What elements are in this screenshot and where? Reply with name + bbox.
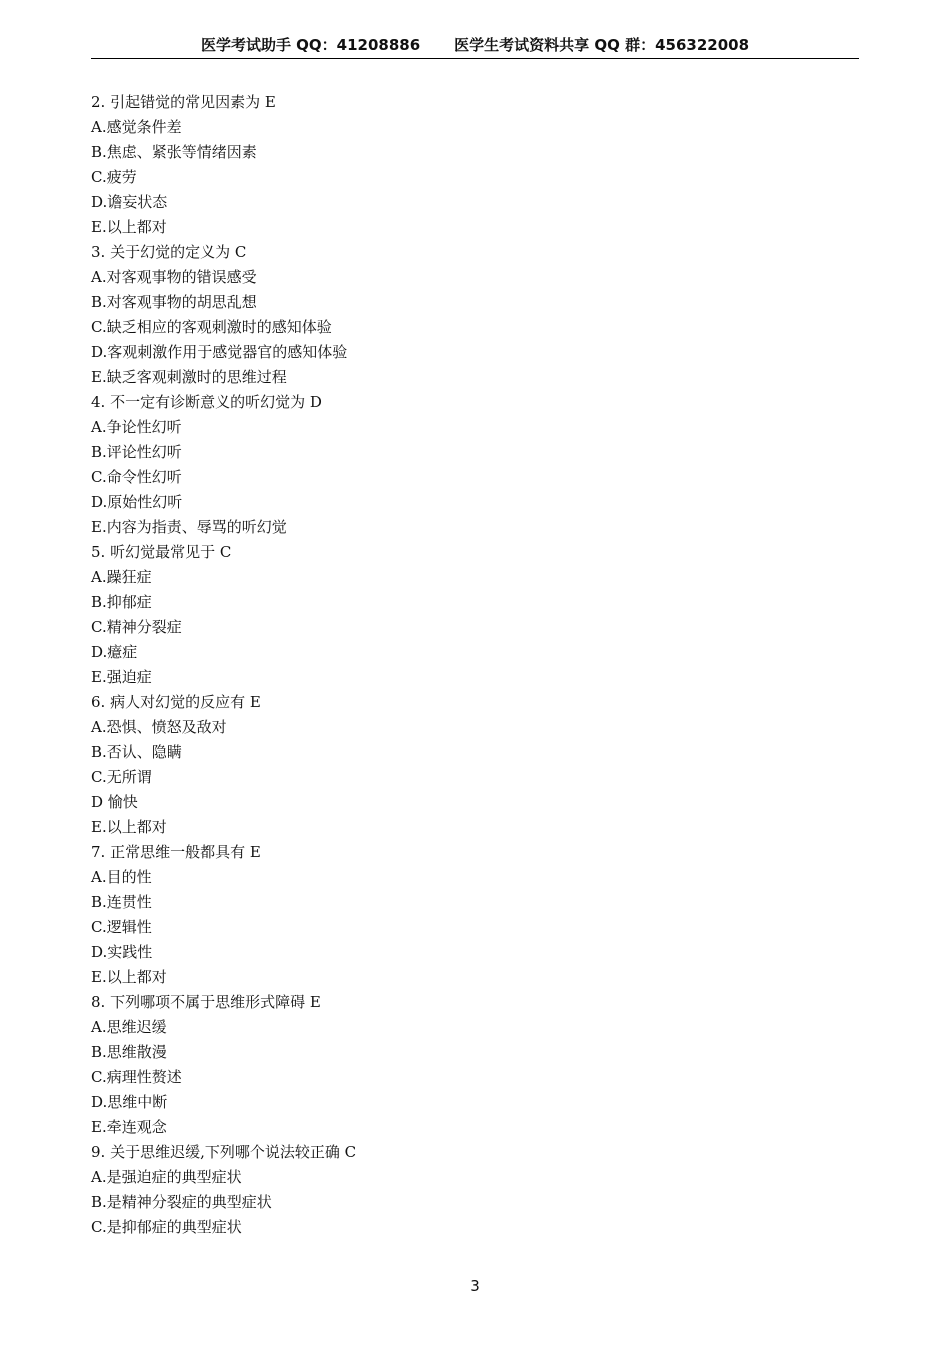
option-line: E.以上都对: [91, 818, 167, 836]
option-line: B.否认、隐瞒: [91, 743, 182, 761]
question-4: 4. 不一定有诊断意义的听幻觉为 D: [91, 393, 322, 411]
option-line: C.病理性赘述: [91, 1068, 182, 1086]
option-line: D.谵妄状态: [91, 193, 168, 211]
option-line: C.无所谓: [91, 768, 152, 786]
page-number: 3: [470, 1277, 480, 1295]
option-line: B.对客观事物的胡思乱想: [91, 293, 257, 311]
option-line: A.对客观事物的错误感受: [91, 268, 257, 286]
question-8: 8. 下列哪项不属于思维形式障碍 E: [91, 993, 321, 1011]
option-line: A.躁狂症: [91, 568, 152, 586]
option-line: D.癔症: [91, 643, 138, 661]
option-line: A.恐惧、愤怒及敌对: [91, 718, 227, 736]
option-line: C.是抑郁症的典型症状: [91, 1218, 242, 1236]
option-line: E.以上都对: [91, 218, 167, 236]
question-3: 3. 关于幻觉的定义为 C: [91, 243, 247, 261]
header-rule: [91, 58, 859, 59]
option-line: A.目的性: [91, 868, 152, 886]
question-6: 6. 病人对幻觉的反应有 E: [91, 693, 261, 711]
option-line: D.思维中断: [91, 1093, 168, 1111]
question-5: 5. 听幻觉最常见于 C: [91, 543, 232, 561]
option-line: A.感觉条件差: [91, 118, 182, 136]
option-line: A.是强迫症的典型症状: [91, 1168, 242, 1186]
option-line: D.客观刺激作用于感觉器官的感知体验: [91, 343, 348, 361]
option-line: E.牵连观念: [91, 1118, 167, 1136]
page-header: [91, 35, 859, 55]
header-qq-group: 医学生考试资料共享 QQ 群：456322008: [454, 36, 750, 54]
option-line: D 愉快: [91, 793, 138, 811]
option-line: E.强迫症: [91, 668, 152, 686]
option-line: B.评论性幻听: [91, 443, 182, 461]
option-line: C.缺乏相应的客观刺激时的感知体验: [91, 318, 332, 336]
option-line: B.思维散漫: [91, 1043, 167, 1061]
option-line: E.以上都对: [91, 968, 167, 986]
option-line: D.实践性: [91, 943, 153, 961]
option-line: C.命令性幻听: [91, 468, 182, 486]
question-9: 9. 关于思维迟缓,下列哪个说法较正确 C: [91, 1143, 357, 1161]
option-line: B.焦虑、紧张等情绪因素: [91, 143, 257, 161]
question-2: 2. 引起错觉的常见因素为 E: [91, 93, 276, 111]
option-line: E.缺乏客观刺激时的思维过程: [91, 368, 287, 386]
question-7: 7. 正常思维一般都具有 E: [91, 843, 261, 861]
option-line: C.精神分裂症: [91, 618, 182, 636]
option-line: B.抑郁症: [91, 593, 152, 611]
option-line: B.连贯性: [91, 893, 152, 911]
option-line: C.疲劳: [91, 168, 137, 186]
option-line: E.内容为指责、辱骂的听幻觉: [91, 518, 287, 536]
option-line: C.逻辑性: [91, 918, 152, 936]
option-line: A.思维迟缓: [91, 1018, 167, 1036]
option-line: A.争论性幻听: [91, 418, 182, 436]
header-qq-contact: 医学考试助手 QQ：41208886: [200, 36, 421, 54]
option-line: B.是精神分裂症的典型症状: [91, 1193, 272, 1211]
option-line: D.原始性幻听: [91, 493, 183, 511]
question-list: [91, 90, 851, 1240]
